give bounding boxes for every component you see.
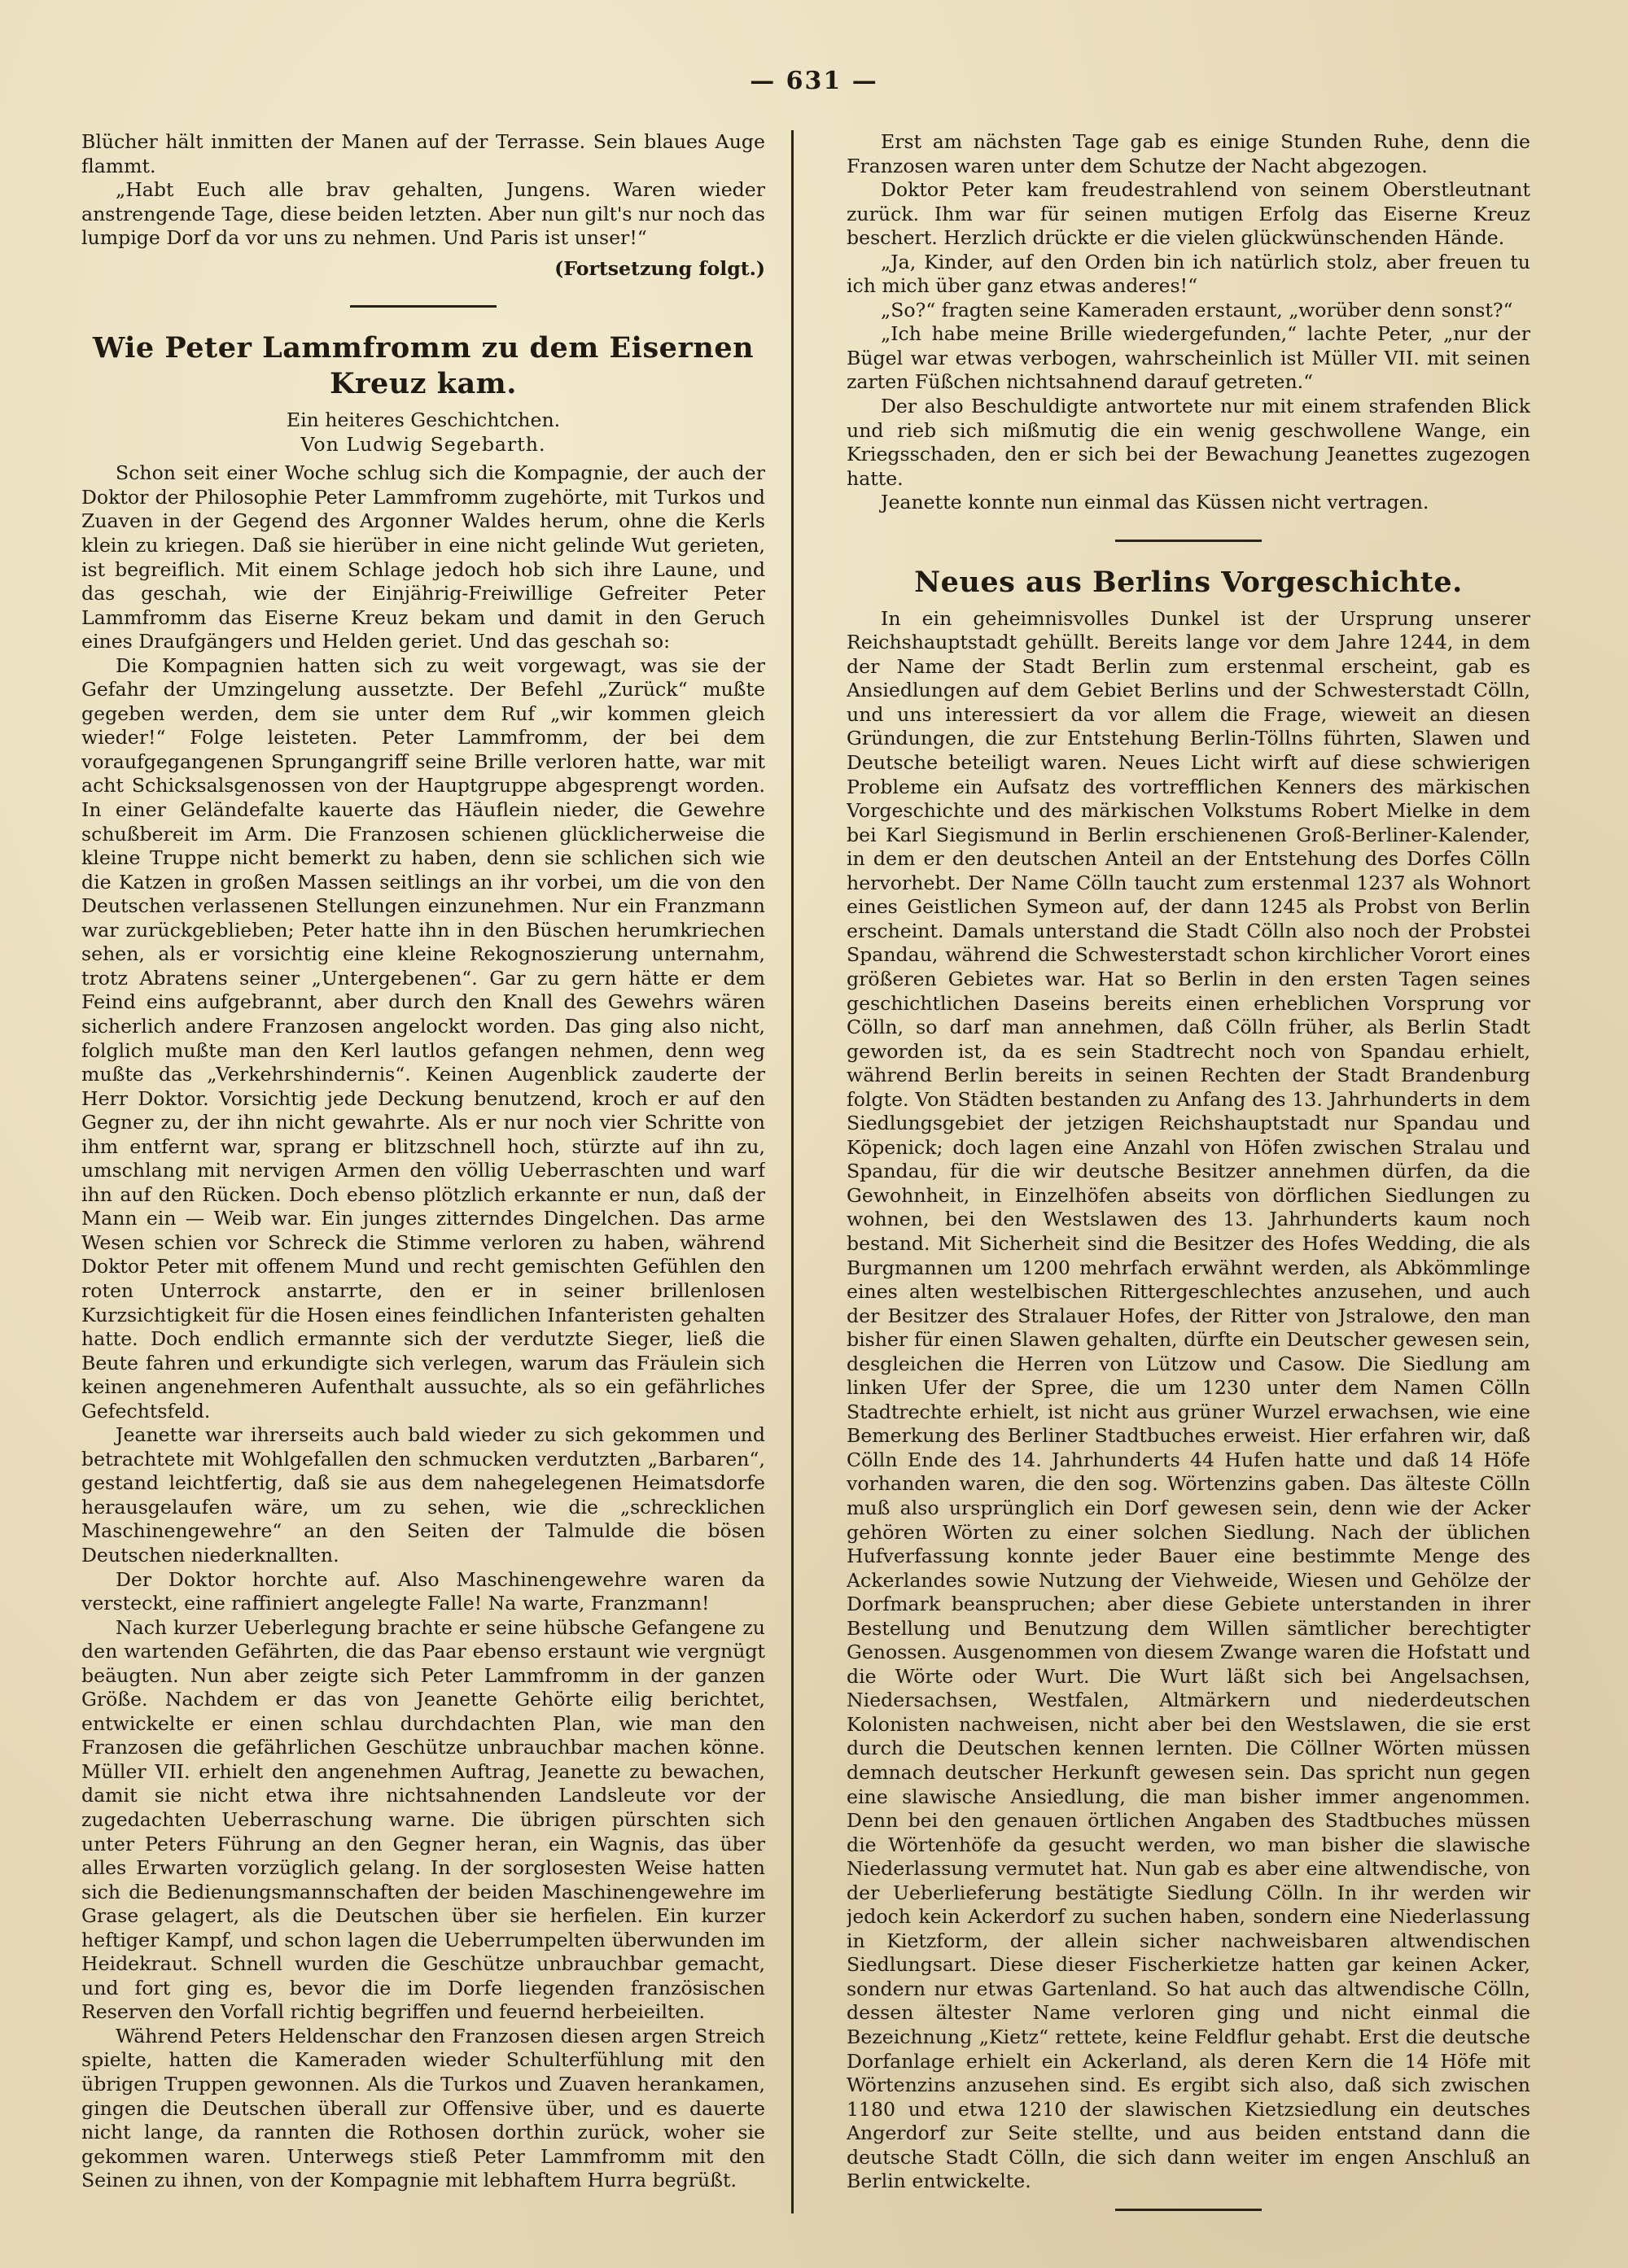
story-continuation-paragraph: Jeanette konnte nun einmal das Küssen nicht vertragen. (881, 491, 1429, 514)
section-divider (1115, 540, 1262, 542)
story-continuation-paragraph: „So?“ fragten seine Kameraden erstaunt, „worüber denn sonst?“ (881, 298, 1513, 321)
left-column (81, 130, 765, 2213)
article-author: Von Ludwig Segebarth. (300, 432, 546, 456)
article-paragraph: Der Doktor horchte auf. Also Maschinengewehre waren da versteckt, eine raffiniert angelegte Falle! Na warte, Franzmann! (81, 1567, 765, 1615)
story-continuation-paragraph: Der also Beschuldigte antwortete nur mit einem strafenden Blick und rieb sich mißmutig die ein wenig geschwollene Wange, ein Kriegsschaden, den er sich bei der Bewachung Jeanettes zugezogen hatte. (847, 395, 1530, 490)
article-subtitle: Ein heiteres Geschichtchen. (286, 409, 561, 432)
story-intro-paragraph: „Habt Euch alle brav gehalten, Jungens. Waren wieder anstrengende Tage, diese beiden letzten. Aber nun gilt's nur noch das lumpige Dorf da vor uns zu nehmen. Und Paris ist unser!“ (81, 178, 765, 250)
article-paragraph: Jeanette war ihrerseits auch bald wieder zu sich gekommen und betrachtete mit Wohlgefallen den schmucken verdutzten „Barbaren“, gestand leichtfertig, daß sie aus dem nahegelegenen Heimatsdorfe herausgelaufen wäre, um zu sehen, wie die „schrecklichen Maschinengewehre“ an den Seiten der Talmulde die bösen Deutschen niederknallten. (81, 1423, 765, 1567)
article-paragraph: Die Kompagnien hatten sich zu weit vorgewagt, was sie der Gefahr der Umzingelung aussetzte. Der Befehl „Zurück“ mußte gegeben werden, dem sie unter dem Ruf „wir kommen gleich wieder!“ Folge leisteten. Peter Lammfromm, der bei dem voraufgegangenen Sprungangriff seine Brille verloren hatte, war mit acht Schicksalsgenossen von der Hauptgruppe abgesprengt worden. In einer Geländefalte kauerte das Häuflein nieder, die Gewehre schußbereit im Arm. Die Franzosen schienen glücklicherweise die kleine Truppe nicht bemerkt zu haben, denn sie schlichen sich wie die Katzen in großen Massen seitlings an ihr vorbei, um die von den Deutschen verlassenen Stellungen einzunehmen. Nur ein Franzmann war zurückgeblieben; Peter hatte ihn in den Büschen herumkriechen sehen, als er vorsichtig eine kleine Rekognoszierung unternahm, trotz Abratens seiner „Untergebenen“. Gar zu gern hätte er dem Feind eins aufgebrannt, aber durch den Knall des Gewehrs wären sicherlich andere Franzosen angelockt worden. Das ging also nicht, folglich mußte man den Kerl lautlos gefangen nehmen, denn weg mußte das „Verkehrshindernis“. Keinen Augenblick zauderte der Herr Doktor. Vorsichtig jede Deckung benutzend, kroch er auf den Gegner zu, der ihn nicht gewahrte. Als er nur noch vier Schritte von ihm entfernt war, sprang er blitzschnell hoch, stürzte auf ihn zu, umschlang mit nervigen Armen den völlig Ueberraschten und warf ihn auf den Rücken. Doch ebenso plötzlich erkannte er nun, daß der Mann ein — Weib war. Ein junges zitterndes Dingelchen. Das arme Wesen schien vor Schreck die Stimme verloren zu haben, während Doktor Peter mit offenem Mund und recht gemischten Gefühlen den roten Unterrock anstarrte, den er in seiner brillenlosen Kurzsichtigkeit für die Hosen eines feindlichen Infanteristen gehalten hatte. Doch endlich ermannte sich der verdutzte Sieger, ließ die Beute fahren und erkundigte sich verlegen, warum das Fräulein sich keinen angenehmeren Aufenthalt aussuchte, als so ein gefährliches Gefechtsfeld. (81, 653, 765, 1422)
column-divider (791, 130, 794, 2213)
story-continuation-paragraph: Erst am nächsten Tage gab es einige Stunden Ruhe, denn die Franzosen waren unter dem Schutze der Nacht abgezogen. (847, 130, 1530, 177)
article-paragraph: Während Peters Heldenschar den Franzosen diesen argen Streich spielte, hatten die Kameraden wieder Schulterfühlung mit den übrigen Truppen gewonnen. Als die Turkos und Zuaven herankamen, gingen die Deutschen überall zur Offensive über, und es dauerte nicht lange, da rannten die Rothosen dorthin zurück, woher sie gekommen waren. Unterwegs stieß Peter Lammfromm mit den Seinen zu ihnen, von der Kompagnie mit lebhaftem Hurra begrüßt. (81, 2024, 765, 2192)
story-continuation-paragraph: Doktor Peter kam freudestrahlend von seinem Oberstleutnant zurück. Ihm war für seinen mutigen Erfolg das Eiserne Kreuz beschert. Herzlich drückte er die vielen glückwünschenden Hände. (847, 178, 1530, 250)
section-divider (350, 305, 497, 308)
article-title: Wie Peter Lammfromm zu dem Eisernen Kreuz kam. (92, 331, 755, 401)
article-paragraph: Schon seit einer Woche schlug sich die Kompagnie, der auch der Doktor der Philosophie Peter Lammfromm zugehörte, mit Turkos und Zuaven in der Gegend des Argonner Waldes herum, ohne die Kerls klein zu kriegen. Daß sie hierüber in eine nicht gelinde Wut gerieten, ist begreiflich. Mit einem Schlage jedoch hob sich ihre Laune, und das geschah, wie der Einjährig-Freiwillige Gefreiter Peter Lammfromm das Eiserne Kreuz bekam und damit in den Geruch eines Draufgängers und Helden geriet. Und das geschah so: (81, 461, 765, 653)
page-number: — 631 — (750, 67, 878, 95)
right-column (847, 130, 1530, 2213)
story-continuation-paragraph: „Ich habe meine Brille wiedergefunden,“ lachte Peter, „nur der Bügel war etwas verbogen, wahrscheinlich ist Müller VII. mit seinen zarten Füßchen nichtsahnend darauf getreten.“ (847, 322, 1530, 394)
continuation-note: (Fortsetzung folgt.) (554, 256, 765, 280)
end-divider (1115, 2209, 1262, 2211)
story-continuation-paragraph: „Ja, Kinder, auf den Orden bin ich natürlich stolz, aber freuen tu ich mich über ganz etwas anderes!“ (847, 250, 1530, 298)
article-paragraph: Nach kurzer Ueberlegung brachte er seine hübsche Gefangene zu den wartenden Gefährten, die das Paar ebenso erstaunt wie vergnügt beäugten. Nun aber zeigte sich Peter Lammfromm in der ganzen Größe. Nachdem er das von Jeanette Gehörte eilig berichtet, entwickelte er einen schlau durchdachten Plan, wie man den Franzosen die gefährlichen Geschütze unbrauchbar machen könne. Müller VII. erhielt den angenehmen Auftrag, Jeanette zu bewachen, damit sie nicht etwa ihre nichtsahnenden Landsleute vor der zugedachten Ueberraschung warne. Die übrigen pürschten sich unter Peters Führung an den Gegner heran, ein Wagnis, das über alles Erwarten vorzüglich gelang. In der sorglosesten Weise hatten sich die Bedienungsmannschaften der beiden Maschinengewehre im Grase gelagert, als die Deutschen über sie herfielen. Ein kurzer heftiger Kampf, und schon lagen die Ueberrumpelten überwunden im Heidekraut. Schnell wurden die Geschütze unbrauchbar gemacht, und fort ging es, bevor die im Dorfe liegenden französischen Reserven den Vorfall richtig begriffen und feuernd herbeieilten. (81, 1615, 765, 2024)
story-intro-paragraph: Blücher hält inmitten der Manen auf der Terrasse. Sein blaues Auge flammt. (81, 130, 765, 177)
article-paragraph: In ein geheimnisvolles Dunkel ist der Ursprung unserer Reichshauptstadt gehüllt. Bereits lange vor dem Jahre 1244, in dem der Name der Stadt Berlin zum erstenmal erscheint, gab es Ansiedlungen auf dem Gebiet Berlins und der Schwesterstadt Cölln, und uns interessiert da vor allem die Frage, wieweit an diesen Gründungen, die zur Entstehung Berlin-Töllns führten, Slawen und Deutsche beteiligt waren. Neues Licht wirft auf diese schwierigen Probleme ein Aufsatz des vortrefflichen Kenners des märkischen Vorgeschichte und des märkischen Volkstums Robert Mielke in dem bei Karl Siegismund in Berlin erschienenen Groß-Berliner-Kalender, in dem er den deutschen Anteil an der Entstehung des Dorfes Cölln hervorhebt. Der Name Cölln taucht zum erstenmal 1237 als Wohnort eines Geistlichen Symeon auf, der dann 1245 als Probst von Berlin erscheint. Damals unterstand die Stadt Cölln also noch der Probstei Spandau, während die Schwesterstadt schon kirchlicher Vorort eines größeren Gebietes war. Hat so Berlin in den ersten Tagen seines geschichtlichen Daseins bereits einen erheblichen Vorsprung vor Cölln, so darf man annehmen, daß Cölln früher, als Berlin Stadt geworden ist, da es sein Stadtrecht noch von Spandau erhielt, während Berlin bereits in seinen Rechten der Stadt Brandenburg folgte. Von Städten bestanden zu Anfang des 13. Jahrhunderts in dem Siedlungsgebiet der jetzigen Reichshauptstadt nur Spandau und Köpenick; doch lagen eine Anzahl von Höfen zwischen Stralau und Spandau, für die wir deutsche Besitzer annehmen dürfen, da die Gewohnheit, in Einzelhöfen abseits von dörflichen Siedlungen zu wohnen, bei den Westslawen des 13. Jahrhunderts kaum noch bestand. Mit Sicherheit sind die Besitzer des Hofes Wedding, die als Burgmannen um 1200 mehrfach erwähnt werden, als Abkömmlinge eines alten westelbischen Rittergeschlechtes anzusehen, und auch der Besitzer des Stralauer Hofes, der Ritter von Jstralowe, den man bisher für einen Slawen gehalten, dürfte ein Deutscher gewesen sein, desgleichen die Herren von Lützow und Casow. Die Siedlung am linken Ufer der Spree, die um 1230 unter dem Namen Cölln Stadtrechte erhielt, ist nicht aus grüner Wurzel erwachsen, wie eine Bemerkung des Berliner Stadtbuches erweist. Hier erfahren wir, daß Cölln Ende des 14. Jahrhunderts 44 Hufen hatte und daß 14 Höfe vorhanden waren, die den sog. Wörtenzins gaben. Das älteste Cölln muß also ursprünglich ein Dorf gewesen sein, denn wie der Acker gehören Wörten zu einer solchen Siedlung. Nach der üblichen Hufverfassung konnte jeder Bauer eine bestimmte Menge des Ackerlandes sowie Nutzung der Viehweide, Wiesen und Gehölze der Dorfmark beanspruchen; aber diese Gebiete unterstanden in ihrer Bestellung und Benutzung dem Willen sämtlicher berechtigter Genossen. Ausgenommen von diesem Zwange waren die Hofstatt und die Wörte oder Wurt. Die Wurt läßt sich bei Angelsachsen, Niedersachsen, Westfalen, Altmärkern und niederdeutschen Kolonisten nachweisen, nicht aber bei den Westslawen, die sie erst durch die Deutschen kennen lernten. Die Cöllner Wörten müssen demnach deutscher Herkunft gewesen sein. Das spricht nun gegen eine slawische Ansiedlung, die man bisher immer angenommen. Denn bei den genauen örtlichen Angaben des Stadtbuches müssen die Wörtenhöfe da gesucht werden, wo man bisher die slawische Niederlassung vermutet hat. Nun gab es aber eine altwendische, von der Ueberlieferung bestätigte Siedlung Cölln. In ihr werden wir jedoch kein Ackerdorf zu suchen haben, sondern eine Niederlassung in Kietzform, der allein sicher nachweisbaren altwendischen Siedlungsart. Diese dieser Fischerkietze hatten gar keinen Acker, sondern nur etwas Gartenland. So hat auch das altwendische Cölln, dessen ältester Name verloren ging und nicht einmal die Bezeichnung „Kietz“ rettete, keine Feldflur gehabt. Erst die deutsche Dorfanlage erhielt ein Ackerland, als deren Kern die 14 Höfe mit Wörtenzins anzusehen sind. Es ergibt sich also, daß sich zwischen 1180 und etwa 1210 der slawischen Kietzsiedlung ein deutsches Angerdorf zur Seite stellte, und aus beiden entstand dann die deutsche Stadt Cölln, die sich dann weiter im engen Anschluß an Berlin entwickelte. (847, 606, 1530, 2193)
article-title: Neues aus Berlins Vorgeschichte. (914, 565, 1463, 599)
